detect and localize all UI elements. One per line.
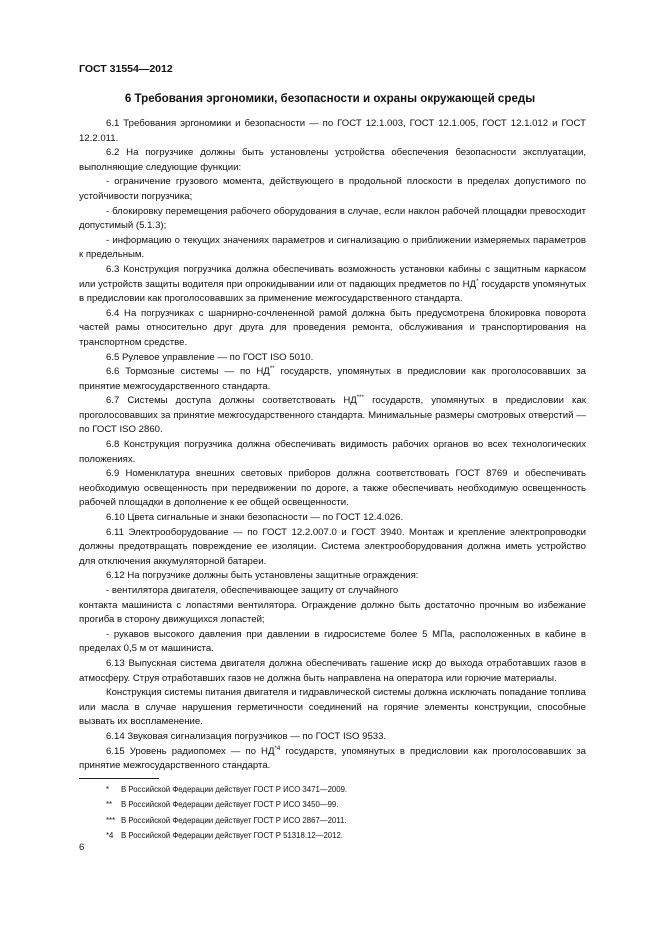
paragraph-6-4: 6.4 На погрузчиках с шарнирно-сочлененной рамой должна быть предусмотрена блокировка поворота частей рамы относительно друг друга для проведения ремонта, обслуживания и транспортирования на транспортном средстве. [79,307,586,348]
paragraph-6-6 [79,365,586,394]
paragraph-6-3-text: 6.3 Конструкция погрузчика должна обеспечивать возможность установки кабины с защитным каркасом или устройств защиты водителя при опрокидывании или от падающих предметов по НД [79,263,586,290]
paragraph-6-13: 6.13 Выпускная система двигателя должна обеспечивать гашение искр до выхода отработавших газов в атмосферу. Струя отработавших газов не должна быть направлена на оператора или горючие материалы. [79,657,586,684]
footnote-ref-3: *** [356,394,365,402]
footnote-ref-2: ** [269,364,275,372]
paragraph-6-10: 6.10 Цвета сигнальные и знаки безопасности — по ГОСТ 12.4.026. [106,512,404,524]
footnote-text: В Российской Федерации действует ГОСТ Р ИСО 3450—99. [121,800,339,810]
footnote-item [106,797,576,812]
paragraph-6-2: 6.2 На погрузчике должны быть установлены устройства обеспечения безопасности эксплуатации, выполняющие следующие функции: [79,147,586,173]
footnote-mark: * [106,785,110,794]
footnote-mark: *** [106,815,116,825]
paragraph-6-6-text: 6.6 Тормозные системы — по НД [106,366,270,378]
footnote-text: В Российской Федерации действует ГОСТ Р ИСО 2867—2011. [121,815,347,825]
document-code: ГОСТ 31554—2012 [79,63,173,75]
page-number: 6 [79,842,85,853]
paragraph-6-8: 6.8 Конструкция погрузчика должна обеспечивать видимость рабочих органов во всех технологических положениях. [79,439,586,465]
footnote-item [106,782,576,797]
paragraph-6-9: 6.9 Номенклатура внешних световых приборов должна соответствовать ГОСТ 8769 и обеспечивать необходимую освещенность при передвижении по дороге, а также обеспечивать необходимую освещенность рабочей площадки в дополнение к ее общей освещенности. [79,468,586,509]
footnote-divider [79,778,159,779]
paragraph-6-3-tail: государств упомянутых в предисловии как проголосовавших за применение межгосударственного стандарта. [79,278,587,305]
paragraph-6-12: 6.12 На погрузчике должны быть установлены защитные ограждения: [106,570,419,582]
document-body [79,117,586,774]
paragraph-6-3 [79,263,586,307]
paragraph-6-15-text: 6.15 Уровень радиопомех — по НД [106,745,275,757]
list-item-fan-guard: - вентилятора двигателя, обеспечивающее защиту от случайного [106,585,399,596]
footnote-mark: *4 [106,830,114,840]
paragraph-6-11: 6.11 Электрооборудование — по ГОСТ 12.2.007.0 и ГОСТ 3940. Монтаж и крепление электропроводки должны предотвращать повреждение ее изоляции. Система электрооборудования должна иметь устройство для отключения аккумуляторной батареи. [79,526,586,567]
paragraph-6-7 [79,394,586,438]
paragraph-6-1: 6.1 Требования эргономики и безопасности — по ГОСТ 12.1.003, ГОСТ 12.1.005, ГОСТ 12.1.012 и ГОСТ 12.2.011. [79,118,586,144]
footnote-ref-4: *4 [274,744,281,752]
list-item-hose-guard: - рукавов высокого давления при давлении в гидросистеме более 5 МПа, расположенных в кабине в пределах 0,5 м от машиниста. [79,628,586,655]
footnote-text: В Российской Федерации действует ГОСТ Р 51318.12—2012. [121,830,343,840]
paragraph-6-5: 6.5 Рулевое управление — по ГОСТ ISO 5010. [106,351,314,363]
paragraph-6-7-text: 6.7 Системы доступа должны соответствовать НД [106,395,357,407]
footnote-text: В Российской Федерации действует ГОСТ Р ИСО 3471—2009. [121,785,348,794]
list-item-tilt-block: - блокировку перемещения рабочего оборудования в случае, если наклон рабочей площадки превосходит допустимый (5.1.3); [79,205,586,232]
paragraph-6-15-tail: государств, упомянутых в предисловии как проголосовавших за принятие межгосударственного стандарта. [79,745,586,772]
paragraph-6-7-tail: государств, упомянутых в предисловии как проголосовавших за принятие межгосударственного стандарта. Минимальные размеры смотровых отверстий — по ГОСТ ISO 2860. [79,395,586,436]
list-item-load-moment: - ограничение грузового момента, действующего в продольной плоскости в пределах допустимого по устойчивости погрузчика; [79,176,586,202]
paragraph-6-13-continuation: Конструкция системы питания двигателя и гидравлической системы должна исключать попадание топлива или масла в случае нарушения герметичности соединений на горячие элементы конструкции, способные вызвать их воспламенение. [79,687,586,728]
footnote-item [106,828,576,843]
footnotes [106,782,576,843]
paragraph-6-14: 6.14 Звуковая сигнализация погрузчиков — по ГОСТ ISO 9533. [106,730,387,742]
paragraph-6-15 [79,745,586,774]
section-title: 6 Требования эргономики, безопасности и охраны окружающей среды [124,92,536,105]
footnote-item [106,813,576,828]
list-item-fan-guard-continuation: контакта машиниста с лопастями вентилятора. Ограждение должно быть достаточно прочным во избежание прогиба в сторону движущихся лопастей; [79,599,586,626]
footnote-ref-1: * [476,277,479,285]
list-item-parameter-info: - информацию о текущих значениях параметров и сигнализацию о приближении измеряемых параметров к предельным. [79,234,586,261]
footnote-mark: ** [106,800,113,810]
paragraph-6-6-tail: государств, упомянутых в предисловии как проголосовавших за принятие межгосударственного стандарта. [79,366,587,392]
